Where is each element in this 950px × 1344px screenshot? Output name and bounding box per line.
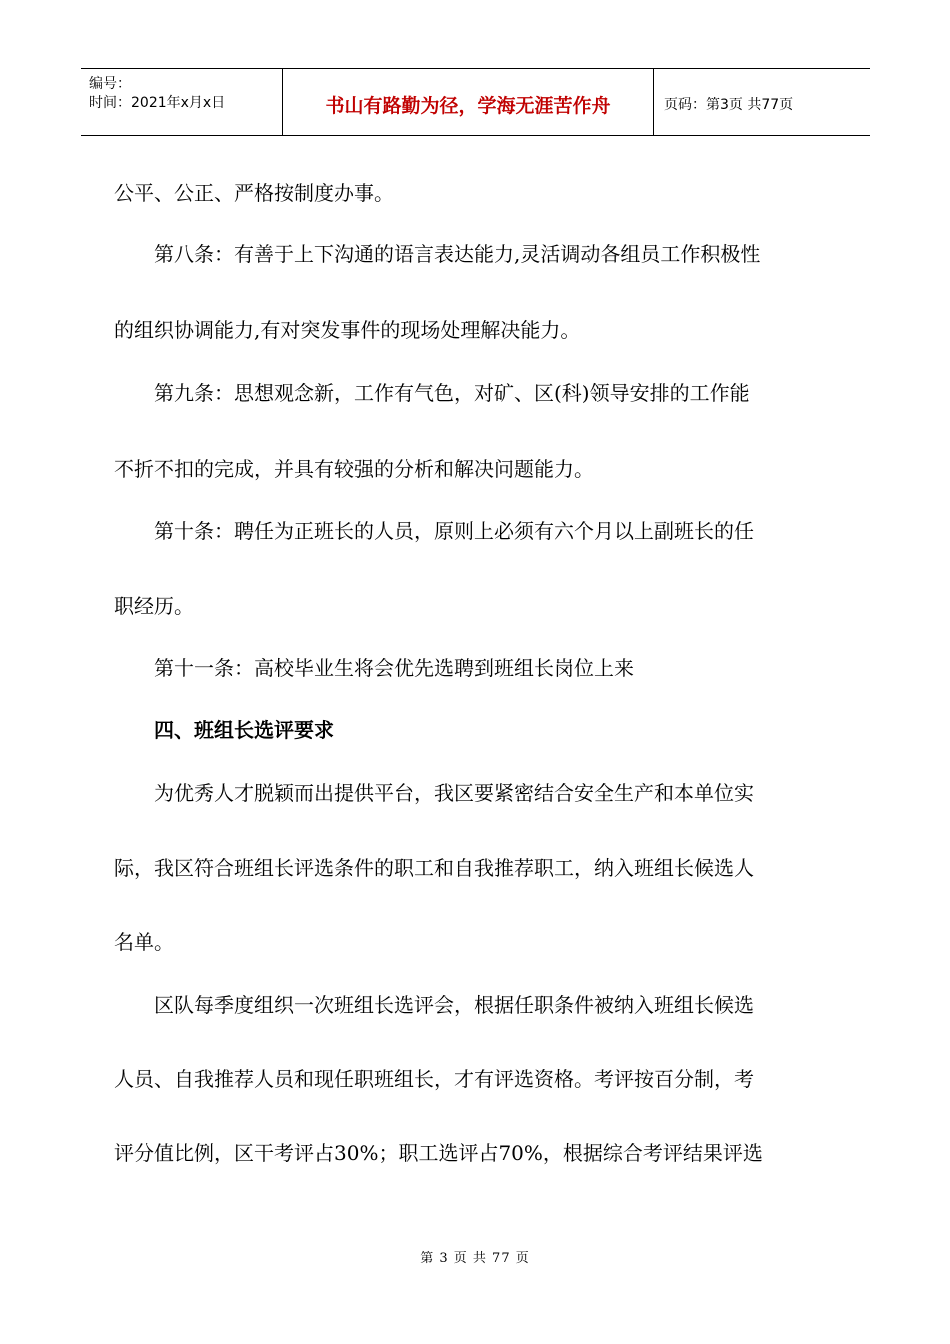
text-line: 际，我区符合班组长评选条件的职工和自我推荐职工，纳入班组长候选人 [114, 856, 754, 880]
text-line: 第十一条：高校毕业生将会优先选聘到班组长岗位上来 [114, 656, 634, 680]
document-number: 编号： [89, 76, 131, 92]
text-line: 第八条：有善于上下沟通的语言表达能力,灵活调动各组员工作积极性 [114, 242, 761, 266]
text-line: 的组织协调能力,有对突发事件的现场处理解决能力。 [114, 318, 581, 342]
page-header [81, 68, 870, 136]
text-line: 人员、自我推荐人员和现任职班组长，才有评选资格。考评按百分制，考 [114, 1067, 754, 1091]
text-line: 不折不扣的完成，并具有较强的分析和解决问题能力。 [114, 457, 594, 481]
text-line: 评分值比例，区干考评占30%；职工选评占70%，根据综合考评结果评选 [114, 1141, 763, 1165]
text-line: 公平、公正、严格按制度办事。 [114, 181, 394, 205]
text-line: 职经历。 [114, 594, 194, 618]
document-date: 时间：2021年x月x日 [89, 95, 226, 111]
text-line: 第九条：思想观念新，工作有气色，对矿、区(科)领导安排的工作能 [114, 381, 750, 405]
header-motto: 书山有路勤为径，学海无涯苦作舟 [282, 69, 654, 135]
page-footer: 第 3 页 共 77 页 [420, 1251, 530, 1266]
text-line: 第十条：聘任为正班长的人员，原则上必须有六个月以上副班长的任 [114, 519, 754, 543]
text-line: 为优秀人才脱颖而出提供平台，我区要紧密结合安全生产和本单位实 [114, 781, 754, 805]
header-meta [81, 69, 282, 135]
text-line: 名单。 [114, 930, 174, 954]
header-page-info: 页码：第3页 共77页 [664, 97, 794, 113]
section-heading: 四、班组长选评要求 [114, 718, 334, 742]
text-line: 区队每季度组织一次班组长选评会，根据任职条件被纳入班组长候选 [114, 993, 754, 1017]
